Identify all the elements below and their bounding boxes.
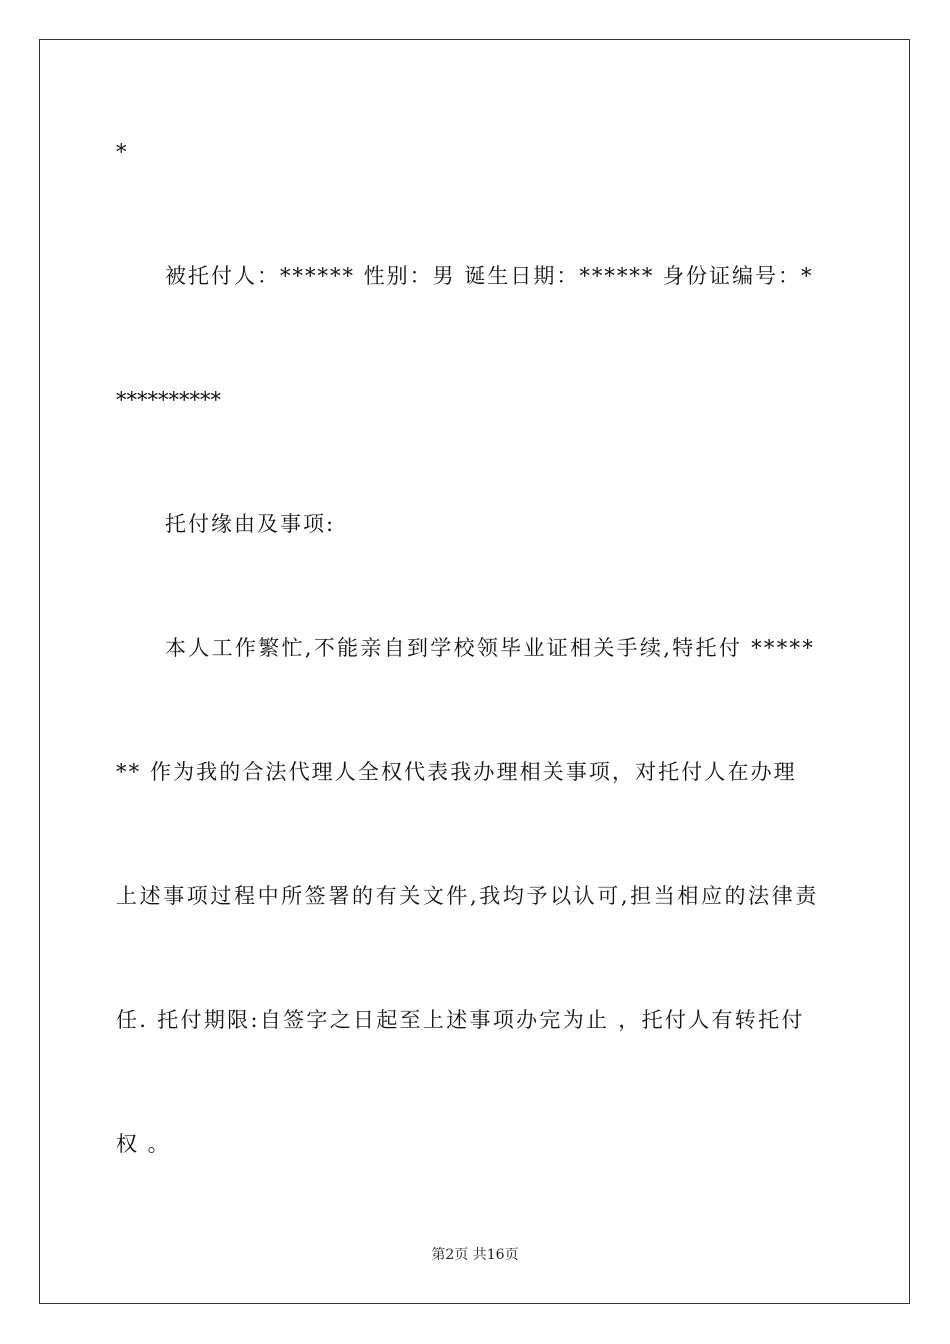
page-border <box>39 39 910 1304</box>
text-line-5: 本人工作繁忙,不能亲自到学校领毕业证相关手续,特托付 ***** <box>165 636 816 660</box>
text-line-7: 上述事项过程中所签署的有关文件,我均予以认可,担当相应的法律责 <box>116 884 819 908</box>
text-line-1: * <box>116 140 127 164</box>
text-line-3: ********** <box>116 388 221 412</box>
text-line-9: 权 。 <box>116 1132 171 1156</box>
text-line-4: 托付缘由及事项: <box>165 512 336 536</box>
page-number-footer: 第2页 共16页 <box>431 1247 519 1263</box>
text-line-8: 任. 托付期限:自签字之日起至上述事项办完为止 ，托付人有转托付 <box>116 1008 805 1032</box>
text-line-2: 被托付人：****** 性别：男 诞生日期：****** 身份证编号：* <box>165 264 814 288</box>
text-line-6: ** 作为我的合法代理人全权代表我办理相关事项，对托付人在办理 <box>116 760 797 784</box>
